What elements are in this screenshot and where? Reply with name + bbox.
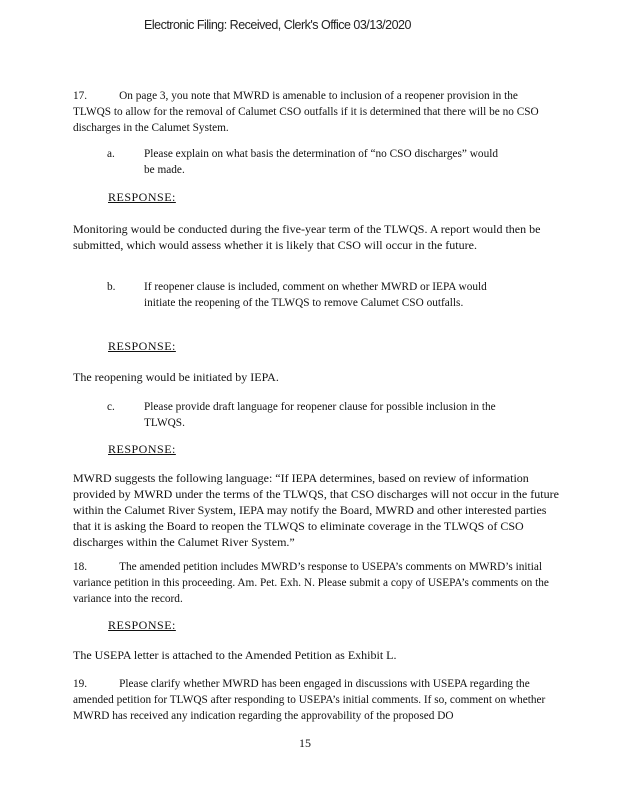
question-17a-label: a. [107,148,115,160]
question-17b-label: b. [107,281,116,293]
response-label-17a: RESPONSE: [108,190,176,204]
page-number: 15 [299,736,311,750]
question-19-number: 19. [73,678,88,690]
question-19 [73,676,559,724]
response-label-17c: RESPONSE: [108,442,176,456]
question-17c [107,399,507,431]
question-17a [107,146,507,178]
question-17a-text: Please explain on what basis the determination of “no CSO discharges” would be made. [144,148,498,176]
question-17b-text: If reopener clause is included, comment on whether MWRD or IEPA would initiate the reopening of the TLWQS to remove Calumet CSO outfalls. [144,281,487,309]
question-17-number: 17. [73,90,88,102]
question-18 [73,559,551,607]
answer-17b: The reopening would be initiated by IEPA. [73,370,279,384]
response-label-17b: RESPONSE: [108,339,176,353]
question-18-text: The amended petition includes MWRD’s response to USEPA’s comments on MWRD’s initial variance petition in this proceeding. Am. Pet. Exh. N. Please submit a copy of USEPA’s comments on the variance into the record. [73,561,549,605]
question-17c-label: c. [107,401,115,413]
question-19-text: Please clarify whether MWRD has been engaged in discussions with USEPA regarding the amended petition for TLWQS after responding to USEPA’s initial comments. If so, comment on whether MWRD has received any indication regarding the approvability of the proposed DO [73,678,546,722]
question-17c-text: Please provide draft language for reopener clause for possible inclusion in the TLWQS. [144,401,496,429]
response-label-18: RESPONSE: [108,618,176,632]
question-17 [73,88,551,136]
question-18-number: 18. [73,561,88,573]
electronic-filing-header: Electronic Filing: Received, Clerk's Office 03/13/2020 [144,18,411,32]
answer-18: The USEPA letter is attached to the Amended Petition as Exhibit L. [73,648,397,662]
answer-17c: MWRD suggests the following language: “If IEPA determines, based on review of information provided by MWRD under the terms of the TLWQS, that CSO discharges will not occur in the future within the Calumet River System, IEPA may notify the Board, MWRD and other interested parties that it is asking the Board to reopen the TLWQS to eliminate coverage in the TLWQS of CSO discharges within the Calumet River System.” [73,471,559,549]
question-17b [107,279,507,311]
answer-17a: Monitoring would be conducted during the five-year term of the TLWQS. A report would then be submitted, which would assess whether it is likely that CSO will occur in the future. [73,222,541,252]
question-17-text: On page 3, you note that MWRD is amenable to inclusion of a reopener provision in the TLWQS to allow for the removal of Calumet CSO outfalls if it is determined that there will be no CSO discharges in the Calumet System. [73,90,539,134]
